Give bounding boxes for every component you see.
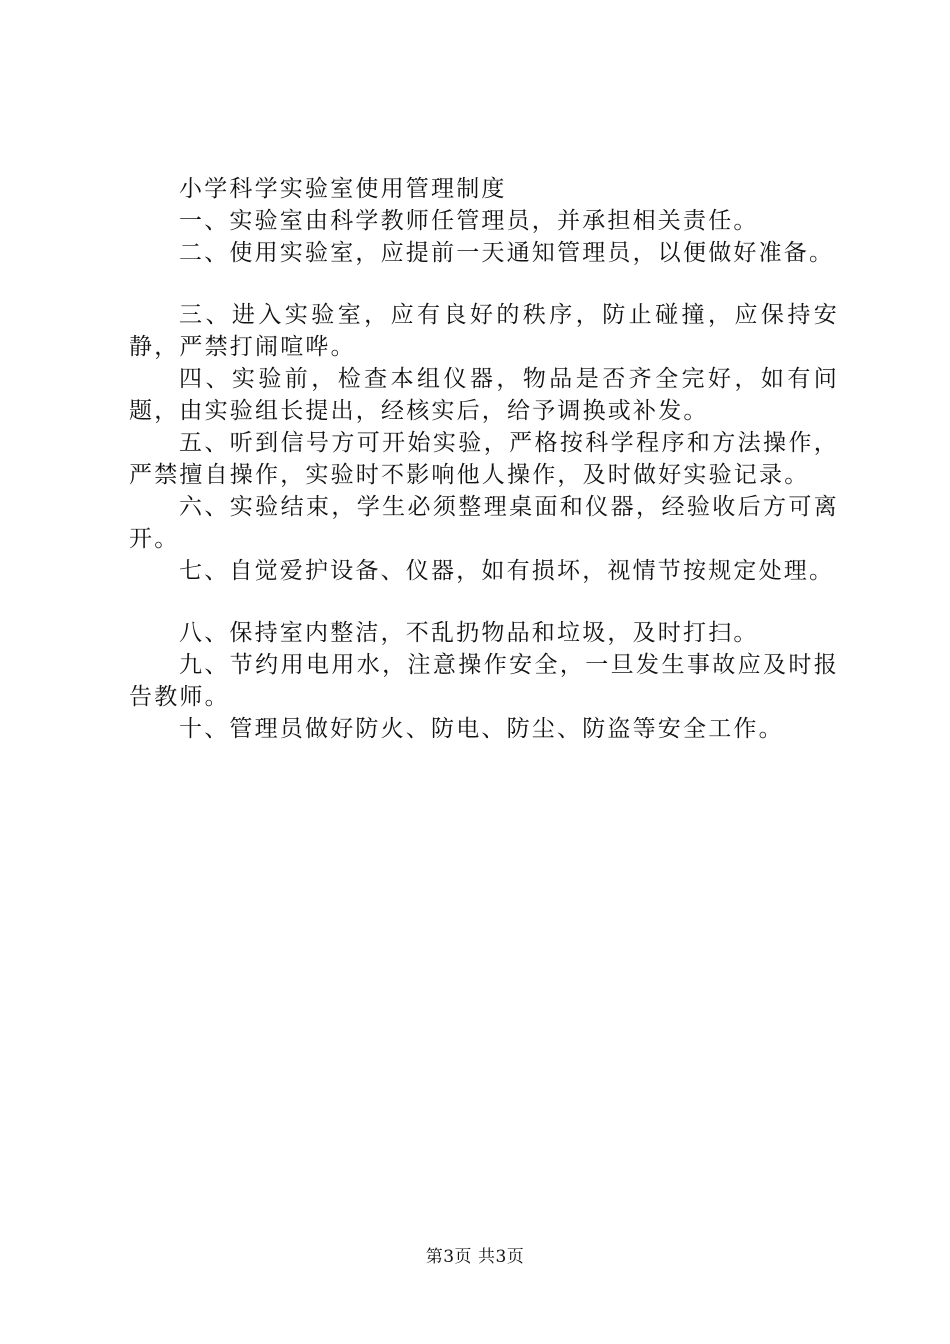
rule-item-6: 六、实验结束，学生必须整理桌面和仪器，经验收后方可离开。: [129, 494, 839, 552]
rule-item-2: 二、使用实验室，应提前一天通知管理员，以便做好准备。: [179, 240, 835, 266]
page-number-label: 第3页 共3页: [425, 1247, 525, 1267]
rule-item-5: 五、听到信号方可开始实验，严格按科学程序和方法操作，严禁擅自操作，实验时不影响他人操作，及时做好实验记录。: [129, 430, 839, 488]
rule-item-8: 八、保持室内整洁，不乱扔物品和垃圾，及时打扫。: [179, 620, 759, 646]
rule-item-4: 四、实验前，检查本组仪器，物品是否齐全完好，如有问题，由实验组长提出，经核实后，给予调换或补发。: [129, 366, 839, 424]
rule-item-1: 一、实验室由科学教师任管理员，并承担相关责任。: [179, 208, 759, 234]
rule-item-3: 三、进入实验室，应有良好的秩序，防止碰撞，应保持安静，严禁打闹喧哗。: [129, 302, 839, 360]
rule-item-10: 十、管理员做好防火、防电、防尘、防盗等安全工作。: [179, 716, 784, 742]
document-title: 小学科学实验室使用管理制度: [179, 176, 507, 202]
document-body: [129, 173, 839, 745]
page-footer: [0, 1242, 950, 1267]
paragraph-gap: [129, 587, 839, 617]
rule-item-9: 九、节约用电用水，注意操作安全，一旦发生事故应及时报告教师。: [129, 652, 839, 710]
paragraph-gap: [129, 269, 839, 299]
rule-item-7: 七、自觉爱护设备、仪器，如有损坏，视情节按规定处理。: [179, 558, 835, 584]
